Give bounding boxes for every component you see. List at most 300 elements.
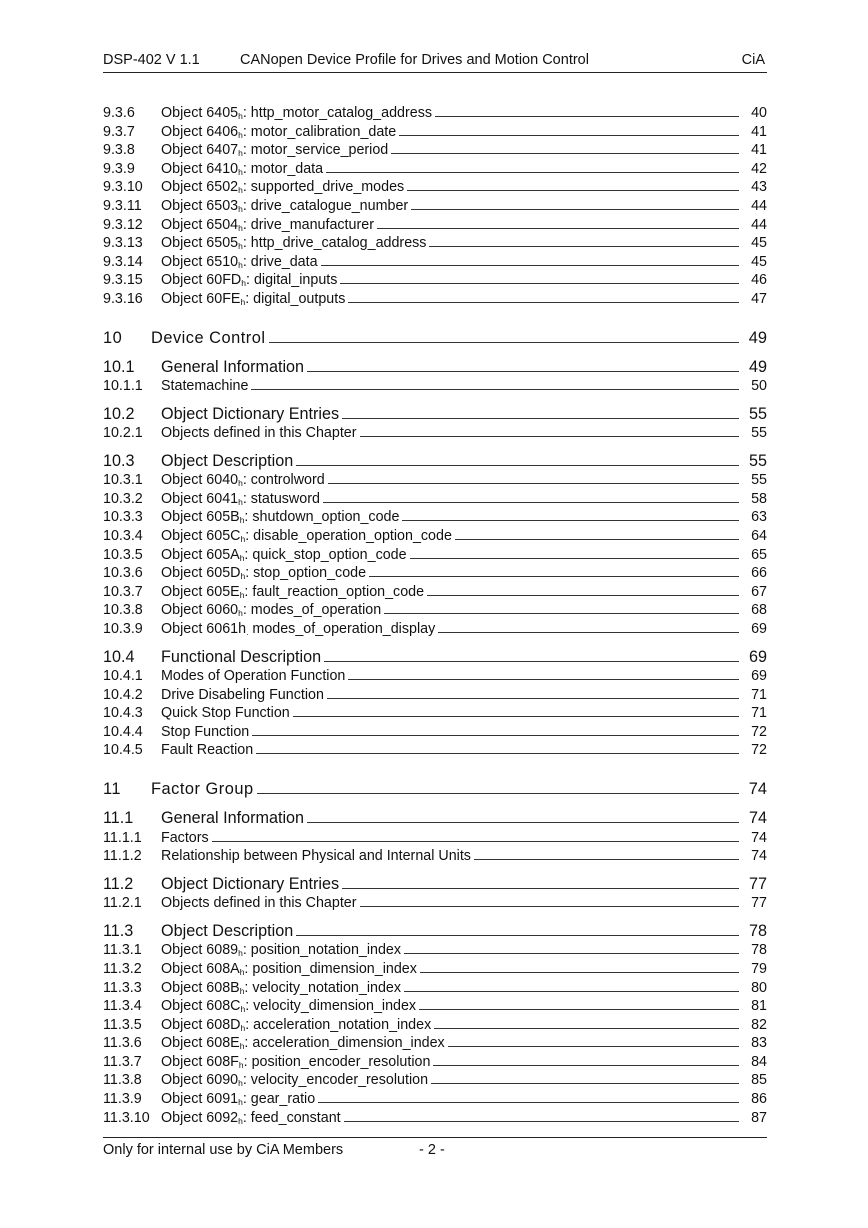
toc-entry[interactable]: [103, 1090, 767, 1109]
page-number: - 2 -: [419, 1142, 445, 1158]
toc-entry-page: 72: [751, 723, 767, 740]
toc-leader-line: [348, 302, 739, 303]
toc-entry-number: 9.3.10: [103, 179, 143, 196]
toc-entry-title: [161, 197, 409, 216]
toc-entry-number: 11.3.3: [103, 979, 142, 996]
toc-leader-line: [344, 1121, 739, 1122]
toc-entry-object-name: : http_drive_catalog_address: [242, 235, 427, 252]
toc-entry[interactable]: [103, 960, 767, 979]
toc-entry[interactable]: [103, 424, 767, 443]
toc-entry-title-text: Object 60FD: [161, 272, 242, 289]
toc-entry-title-text: Fault Reaction: [161, 742, 254, 759]
toc-entry-title: [161, 601, 382, 620]
toc-entry-number: 11.2: [103, 874, 134, 893]
toc-entry-title-text: Object 6090: [161, 1072, 239, 1089]
toc-leader-line: [427, 595, 739, 596]
toc-entry-page: 87: [751, 1109, 767, 1126]
toc-entry-title: [161, 377, 249, 396]
toc-entry[interactable]: [103, 829, 767, 848]
toc-entry[interactable]: [103, 808, 767, 829]
toc-entry-page: 74: [748, 780, 767, 799]
toc-entry-title-text: Object 608E: [161, 1035, 240, 1052]
toc-entry-title-text: Object 6406: [161, 123, 239, 140]
toc-entry-page: 82: [751, 1016, 767, 1033]
toc-entry-page: 78: [751, 942, 767, 959]
toc-entry-object-name: : controlword: [242, 472, 325, 489]
toc-entry-object-name: : acceleration_dimension_index: [244, 1035, 445, 1052]
toc-entry-title-text: Quick Stop Function: [161, 705, 290, 722]
toc-entry-title: [161, 941, 402, 960]
toc-entry-number: 9.3.12: [103, 216, 143, 233]
toc-entry-page: 72: [751, 742, 767, 759]
toc-entry-number: 10.2: [103, 404, 135, 423]
toc-entry-title: [161, 104, 433, 123]
toc-entry-number: 11.3.6: [103, 1035, 142, 1052]
toc-leader-line: [252, 735, 739, 736]
page-footer: [103, 1137, 767, 1158]
toc-entry[interactable]: [103, 141, 767, 160]
document-title: CANopen Device Profile for Drives and Motion Control: [240, 52, 589, 68]
toc-entry-title: [161, 404, 340, 425]
toc-entry[interactable]: [103, 620, 767, 639]
toc-entry-page: 63: [751, 509, 767, 526]
toc-entry-page: 78: [748, 921, 767, 940]
toc-entry-title: [161, 490, 321, 509]
toc-entry-number: 10.4.5: [103, 742, 143, 759]
toc-entry-number: 11.3.10: [103, 1109, 150, 1126]
toc-entry[interactable]: [103, 290, 767, 309]
toc-entry-title-text: Functional Description: [161, 647, 322, 666]
toc-entry[interactable]: [103, 271, 767, 290]
hex-subscript: h: [238, 1078, 243, 1089]
toc-entry-title: [161, 527, 453, 546]
hex-subscript: h: [239, 1041, 245, 1052]
toc-entry-title-text: Object 6405: [161, 105, 239, 121]
toc-leader-line: [407, 190, 739, 191]
toc-entry-title: [161, 508, 400, 527]
page-header: [103, 52, 767, 73]
hex-subscript: h: [238, 948, 243, 959]
toc-entry-title: [161, 874, 340, 895]
toc-entry[interactable]: [103, 253, 767, 272]
toc-entry-page: 68: [751, 602, 767, 619]
toc-entry-object-name: : position_encoder_resolution: [243, 1053, 431, 1070]
toc-entry-page: 42: [751, 160, 767, 177]
toc-leader-line: [455, 539, 739, 540]
toc-leader-line: [340, 283, 739, 284]
toc-entry-title: [161, 1016, 432, 1035]
toc-entry-title-text: Drive Disabeling Function: [161, 686, 324, 703]
toc-leader-line: [326, 172, 739, 173]
toc-entry-page: 50: [751, 378, 767, 395]
toc-entry-number: 10.3.5: [103, 546, 143, 563]
toc-entry-title-text: General Information: [161, 357, 305, 376]
toc-entry-page: 41: [751, 123, 767, 140]
toc-entry[interactable]: [103, 104, 767, 123]
toc-entry-number: 10.4.1: [103, 668, 143, 685]
toc-entry-page: 71: [751, 686, 767, 703]
toc-entry[interactable]: [103, 471, 767, 490]
hex-subscript: h: [238, 222, 243, 233]
toc-leader-line: [448, 1046, 739, 1047]
toc-entry-title-text: Object 605C: [161, 528, 241, 544]
toc-entry-page: 69: [748, 647, 767, 666]
toc-entry-title-text: Object 608C: [161, 998, 241, 1015]
toc-entry-title: [161, 290, 346, 309]
toc-entry-title-text: Object Dictionary Entries: [161, 874, 340, 893]
toc-entry-object-name: : quick_stop_option_code: [244, 546, 407, 563]
toc-entry-number: 9.3.13: [103, 235, 143, 252]
toc-entry-object-name: : statusword: [242, 490, 320, 507]
toc-leader-line: [342, 418, 739, 419]
toc-entry-title: [161, 979, 402, 998]
toc-entry[interactable]: [103, 921, 767, 942]
toc-entry-number: 10.4: [103, 647, 135, 666]
toc-entry-page: 58: [751, 490, 767, 507]
toc-entry-number: 9.3.8: [103, 142, 135, 159]
toc-entry-page: 47: [751, 290, 767, 307]
toc-entry-object-name: : motor_service_period: [242, 142, 389, 159]
toc-entry-title-text: Object 6091: [161, 1091, 239, 1108]
toc-entry-title-text: Object 6503: [161, 197, 239, 214]
toc-leader-line: [324, 661, 739, 662]
toc-entry[interactable]: [103, 1034, 767, 1053]
toc-entry-page: 69: [751, 620, 767, 637]
toc-leader-line: [435, 116, 739, 117]
document-id: DSP-402 V 1.1: [103, 52, 200, 68]
toc-entry-title: [161, 921, 294, 942]
toc-entry[interactable]: [103, 178, 767, 197]
toc-leader-line: [251, 389, 739, 390]
toc-entry[interactable]: [103, 1109, 767, 1128]
toc-entry-title: [161, 620, 436, 639]
toc-entry[interactable]: [103, 527, 767, 546]
toc-entry[interactable]: [103, 377, 767, 396]
toc-leader-line: [318, 1102, 739, 1103]
toc-entry-number: 11.3: [103, 921, 134, 940]
hex-subscript: h: [239, 589, 245, 600]
toc-leader-line: [404, 953, 739, 954]
toc-entry-page: 65: [751, 546, 767, 563]
toc-entry-title: [161, 471, 326, 490]
toc-entry-title-text: Object 608F: [161, 1053, 239, 1070]
toc-entry-object-name: modes_of_operation_display: [248, 620, 436, 637]
toc-entry[interactable]: [103, 601, 767, 620]
toc-entry-title: [161, 271, 338, 290]
organization-name: CiA: [741, 52, 765, 68]
toc-entry-title: [161, 1034, 446, 1053]
toc-entry-object-name: : stop_option_code: [245, 565, 367, 582]
toc-entry[interactable]: [103, 546, 767, 565]
toc-entry-number: 11.3.2: [103, 960, 142, 977]
toc-leader-line: [296, 935, 739, 936]
toc-entry-page: 55: [748, 404, 767, 423]
toc-entry-page: 45: [751, 253, 767, 270]
hex-subscript: .: [246, 626, 249, 637]
toc-entry-title: [161, 686, 325, 705]
toc-entry-title-text: Object 6504: [161, 216, 239, 233]
toc-entry-object-name: : velocity_encoder_resolution: [242, 1072, 429, 1089]
toc-entry-title-text: Object 605E: [161, 583, 240, 600]
toc-entry-title-text: Modes of Operation Function: [161, 668, 346, 685]
toc-entry-page: 64: [751, 528, 767, 544]
toc-entry-page: 74: [748, 809, 767, 828]
toc-entry[interactable]: [103, 357, 767, 378]
toc-entry-page: 43: [751, 179, 767, 196]
toc-entry[interactable]: [103, 741, 767, 760]
toc-entry-page: 77: [748, 874, 767, 893]
hex-subscript: h: [238, 1059, 244, 1070]
toc-entry[interactable]: [103, 216, 767, 235]
hex-subscript: h: [240, 296, 246, 307]
toc-entry-title: [161, 1071, 429, 1090]
toc-entry-title-text: Statemachine: [161, 378, 249, 395]
toc-leader-line: [321, 265, 739, 266]
toc-entry[interactable]: [103, 451, 767, 472]
toc-leader-line: [391, 153, 739, 154]
toc-entry-title: [161, 1053, 431, 1072]
toc-entry-object-name: : shutdown_option_code: [244, 509, 400, 526]
toc-entry-page: 71: [751, 705, 767, 722]
toc-entry[interactable]: [103, 508, 767, 527]
toc-entry-number: 11.1: [103, 809, 134, 828]
toc-leader-line: [212, 841, 739, 842]
toc-entry[interactable]: [103, 874, 767, 895]
toc-leader-line: [323, 502, 739, 503]
toc-entry[interactable]: [103, 123, 767, 142]
toc-entry-title-text: Object 608D: [161, 1016, 241, 1033]
toc-entry-title-text: Object 6092: [161, 1109, 239, 1126]
toc-leader-line: [307, 822, 739, 823]
toc-leader-line: [474, 859, 739, 860]
toc-leader-line: [360, 436, 739, 437]
toc-entry[interactable]: [103, 1071, 767, 1090]
toc-entry-title: [161, 123, 397, 142]
toc-entry-title: [161, 1109, 342, 1128]
toc-entry-page: 85: [751, 1072, 767, 1089]
toc-leader-line: [399, 135, 739, 136]
toc-entry-page: 74: [751, 829, 767, 846]
hex-subscript: h: [238, 203, 243, 214]
toc-entry-title-text: Object 605A: [161, 546, 240, 563]
toc-entry[interactable]: [103, 997, 767, 1016]
toc-entry-title-text: Factor Group: [151, 780, 254, 799]
toc-entry-title: [161, 564, 367, 583]
hex-subscript: h: [238, 259, 243, 270]
toc-entry[interactable]: [103, 979, 767, 998]
toc-entry[interactable]: [103, 490, 767, 509]
toc-leader-line: [348, 679, 739, 680]
toc-entry-number: 10.4.3: [103, 705, 143, 722]
toc-entry-title-text: Object 6060: [161, 602, 239, 619]
hex-subscript: h: [239, 985, 245, 996]
toc-entry-page: 81: [751, 998, 767, 1015]
toc-entry-title-text: Object 6407: [161, 142, 239, 159]
toc-entry-number: 11.1.2: [103, 848, 142, 865]
toc-entry[interactable]: [103, 404, 767, 425]
toc-entry-number: 10.3.8: [103, 602, 143, 619]
toc-entry[interactable]: [103, 847, 767, 866]
hex-subscript: h: [240, 571, 246, 582]
toc-entry[interactable]: [103, 160, 767, 179]
toc-entry-title-text: Relationship between Physical and Internal Units: [161, 848, 471, 865]
hex-subscript: h: [238, 166, 243, 177]
toc-leader-line: [293, 716, 739, 717]
table-of-contents: [103, 104, 767, 1127]
toc-entry-number: 10.2.1: [103, 425, 143, 442]
toc-entry-number: 9.3.9: [103, 160, 135, 177]
toc-leader-line: [377, 228, 739, 229]
toc-entry-title-text: Object Description: [161, 451, 294, 470]
toc-entry[interactable]: [103, 647, 767, 668]
toc-entry-title: [161, 178, 405, 197]
toc-entry-number: 10.4.4: [103, 723, 143, 740]
toc-entry-page: 74: [751, 848, 767, 865]
hex-subscript: h: [239, 515, 245, 526]
toc-entry-object-name: : http_motor_catalog_address: [242, 105, 432, 121]
toc-entry-object-name: : motor_calibration_date: [242, 123, 397, 140]
toc-entry-page: 41: [751, 142, 767, 159]
hex-subscript: h: [238, 608, 243, 619]
toc-leader-line: [402, 520, 739, 521]
toc-leader-line: [269, 342, 740, 343]
hex-subscript: h: [238, 1115, 243, 1126]
footer-note: Only for internal use by CiA Members: [103, 1142, 344, 1158]
toc-entry-title-text: General Information: [161, 809, 305, 828]
toc-entry[interactable]: [103, 941, 767, 960]
toc-entry[interactable]: [103, 778, 767, 800]
toc-entry-title: [161, 160, 324, 179]
toc-entry-object-name: : motor_data: [242, 160, 324, 177]
toc-entry-title: [161, 704, 291, 723]
toc-entry-page: 86: [751, 1091, 767, 1108]
toc-entry-title-text: Object 605D: [161, 565, 241, 582]
toc-entry-title: [161, 667, 346, 686]
toc-leader-line: [434, 1028, 739, 1029]
toc-entry-title-text: Object 6510: [161, 253, 239, 270]
toc-entry-number: 9.3.11: [103, 197, 142, 214]
toc-entry-title: [161, 357, 305, 378]
toc-entry-page: 45: [751, 235, 767, 252]
toc-entry-number: 10.3.7: [103, 583, 143, 600]
toc-entry-title: [161, 960, 418, 979]
toc-entry[interactable]: [103, 583, 767, 602]
hex-subscript: h: [238, 496, 243, 507]
toc-entry-number: 10.3: [103, 451, 135, 470]
toc-leader-line: [256, 753, 739, 754]
toc-entry-title: [161, 234, 427, 253]
toc-entry-title: [161, 1090, 316, 1109]
toc-entry-page: 84: [751, 1053, 767, 1070]
toc-entry[interactable]: [103, 234, 767, 253]
hex-subscript: h: [238, 185, 243, 196]
toc-leader-line: [419, 1009, 739, 1010]
toc-entry-title: [161, 424, 358, 443]
toc-entry-number: 9.3.16: [103, 290, 143, 307]
toc-entry-title: [161, 829, 210, 848]
hex-subscript: h: [240, 1004, 246, 1015]
toc-entry-title-text: Object 6410: [161, 160, 239, 177]
toc-entry-number: 11.3.1: [103, 942, 142, 959]
toc-entry-page: 44: [751, 197, 767, 214]
toc-leader-line: [369, 576, 739, 577]
toc-entry-title-text: Factors: [161, 829, 209, 846]
toc-entry-number: 11.3.9: [103, 1091, 142, 1108]
toc-entry-title-text: Objects defined in this Chapter: [161, 895, 357, 912]
toc-leader-line: [327, 698, 739, 699]
toc-entry-object-name: : digital_outputs: [245, 290, 346, 307]
toc-entry-number: 10.1.1: [103, 378, 143, 395]
toc-entry-title-text: Objects defined in this Chapter: [161, 425, 357, 442]
toc-entry-page: 44: [751, 216, 767, 233]
toc-entry[interactable]: [103, 197, 767, 216]
toc-entry-page: 66: [751, 565, 767, 582]
hex-subscript: h: [238, 241, 243, 252]
toc-leader-line: [384, 613, 739, 614]
toc-entry-object-name: : gear_ratio: [242, 1091, 316, 1108]
toc-entry-title-text: Object Dictionary Entries: [161, 404, 340, 423]
toc-entry[interactable]: [103, 1053, 767, 1072]
toc-entry-title: [161, 141, 389, 160]
toc-leader-line: [342, 888, 739, 889]
toc-entry-title-text: Object 6089: [161, 942, 239, 959]
toc-entry-page: 67: [751, 583, 767, 600]
toc-entry-page: 49: [748, 357, 767, 376]
hex-subscript: h: [241, 278, 246, 289]
toc-entry-object-name: : acceleration_notation_index: [245, 1016, 432, 1033]
toc-entry-page: 80: [751, 979, 767, 996]
toc-entry-object-name: : supported_drive_modes: [242, 179, 405, 196]
toc-entry-number: 11.1.1: [103, 829, 142, 846]
toc-entry[interactable]: [103, 327, 767, 349]
hex-subscript: h: [239, 552, 245, 563]
toc-entry-title: [161, 583, 425, 602]
toc-entry-title: [161, 253, 319, 272]
toc-entry-object-name: : fault_reaction_option_code: [244, 583, 425, 600]
toc-entry[interactable]: [103, 564, 767, 583]
toc-entry-title: [161, 741, 254, 760]
hex-subscript: h: [238, 129, 243, 140]
toc-entry-number: 10.1: [103, 357, 135, 376]
hex-subscript: h: [238, 148, 243, 159]
toc-entry[interactable]: [103, 723, 767, 742]
toc-entry-number: 11.2.1: [103, 895, 142, 912]
toc-entry-page: 77: [751, 895, 767, 912]
toc-entry-title-text: Object 608B: [161, 979, 240, 996]
toc-entry[interactable]: [103, 686, 767, 705]
toc-leader-line: [328, 483, 739, 484]
toc-leader-line: [404, 991, 739, 992]
toc-entry[interactable]: [103, 1016, 767, 1035]
toc-entry-number: 10.4.2: [103, 686, 143, 703]
toc-entry-page: 40: [751, 105, 767, 121]
toc-entry-object-name: : position_notation_index: [242, 942, 402, 959]
toc-entry[interactable]: [103, 894, 767, 913]
toc-entry-number: 11.3.4: [103, 998, 142, 1015]
toc-entry-page: 55: [751, 425, 767, 442]
toc-entry-page: 79: [751, 960, 767, 977]
toc-entry-title: [161, 546, 408, 565]
toc-entry-title: [161, 894, 358, 913]
toc-entry-title-text: Object 6041: [161, 490, 239, 507]
toc-entry[interactable]: [103, 667, 767, 686]
toc-entry-page: 55: [751, 472, 767, 489]
hex-subscript: h: [240, 534, 246, 544]
toc-entry-title: [161, 451, 294, 472]
toc-entry-title-text: Object 608A: [161, 960, 240, 977]
toc-entry[interactable]: [103, 704, 767, 723]
toc-entry-page: 83: [751, 1035, 767, 1052]
